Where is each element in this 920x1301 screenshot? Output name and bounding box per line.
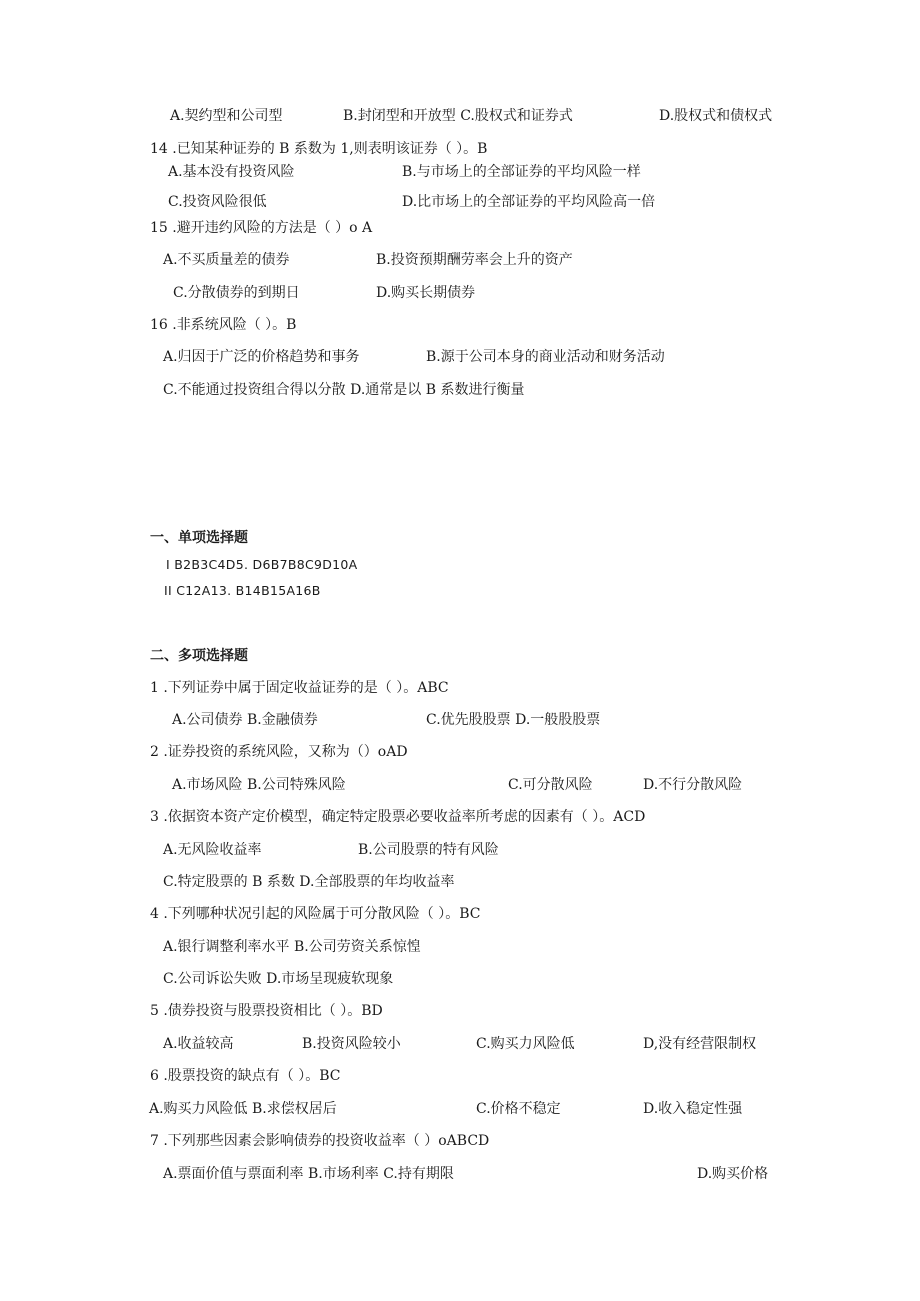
q13-option-bc: B.封闭型和开放型 C.股权式和证券式 [343, 108, 573, 124]
q15-option-b: B.投资预期酬劳率会上升的资产 [376, 252, 573, 268]
answer-section-heading: 一、单项选择题 [150, 530, 248, 546]
mq6-option-ab: A.购买力风险低 B.求偿权居后 [149, 1101, 337, 1117]
mq7-option-abc: A.票面价值与票面利率 B.市场利率 C.持有期限 [163, 1166, 454, 1182]
answer-line-2: II C12A13. B14B15A16B [164, 583, 321, 598]
mq2-option-c: C.可分散风险 [508, 777, 593, 793]
mq3-option-cd: C.特定股票的 B 系数 D.全部股票的年均收益率 [163, 874, 455, 890]
mq6-stem: 6 .股票投资的缺点有（ ）。BC [150, 1068, 341, 1084]
mq1-stem: 1 .下列证券中属于固定收益证券的是（ ）。ABC [150, 680, 449, 696]
mq6-option-d: D.收入稳定性强 [643, 1101, 743, 1117]
mq7-option-d: D.购买价格 [697, 1166, 769, 1182]
mq1-option-ab: A.公司债券 B.金融债券 [172, 712, 318, 728]
q15-stem: 15 .避开违约风险的方法是（ ）o A [150, 220, 373, 236]
multi-choice-heading: 二、多项选择题 [150, 648, 248, 664]
q15-option-d: D.购买长期债券 [376, 285, 476, 301]
mq5-option-a: A.收益较高 [163, 1036, 234, 1052]
mq4-option-ab: A.银行调整利率水平 B.公司劳资关系惊惶 [163, 939, 421, 955]
mq7-stem: 7 .下列那些因素会影响债券的投资收益率（ ）oABCD [150, 1133, 490, 1149]
q16-option-b: B.源于公司本身的商业活动和财务活动 [426, 349, 665, 365]
mq5-option-d: D,没有经营限制权 [643, 1036, 757, 1052]
q15-option-c: C.分散债券的到期日 [173, 285, 300, 301]
q16-option-a: A.归因于广泛的价格趋势和事务 [163, 349, 360, 365]
mq5-option-b: B.投资风险较小 [302, 1036, 401, 1052]
q14-stem: 14 .已知某种证券的 B 系数为 1,则表明该证券（ ）。B [150, 141, 488, 157]
q14-option-a: A.基本没有投资风险 [168, 164, 295, 180]
answer-line-1: I B2B3C4D5. D6B7B8C9D10A [166, 557, 358, 572]
mq2-option-ab: A.市场风险 B.公司特殊风险 [172, 777, 346, 793]
mq5-option-c: C.购买力风险低 [476, 1036, 575, 1052]
q14-option-b: B.与市场上的全部证券的平均风险一样 [402, 164, 641, 180]
q16-option-cd: C.不能通过投资组合得以分散 D.通常是以 B 系数进行衡量 [163, 382, 525, 398]
q14-option-c: C.投资风险很低 [168, 194, 267, 210]
q14-option-d: D.比市场上的全部证券的平均风险高一倍 [402, 194, 656, 210]
q13-option-d: D.股权式和债权式 [659, 108, 773, 124]
mq1-option-cd: C.优先股股票 D.一般股股票 [426, 712, 601, 728]
q16-stem: 16 .非系统风险（ ）。B [150, 317, 297, 333]
mq2-stem: 2 .证券投资的系统风险，又称为（）oAD [150, 744, 408, 760]
mq2-option-d: D.不行分散风险 [643, 777, 743, 793]
q15-option-a: A.不买质量差的债券 [163, 252, 290, 268]
mq3-option-a: A.无风险收益率 [163, 842, 262, 858]
mq4-stem: 4 .下列哪种状况引起的风险属于可分散风险（ ）。BC [150, 906, 481, 922]
q13-option-a: A.契约型和公司型 [170, 108, 283, 124]
mq5-stem: 5 .债券投资与股票投资相比（ ）。BD [150, 1003, 383, 1019]
mq3-option-b: B.公司股票的特有风险 [358, 842, 499, 858]
mq3-stem: 3 .依据资本资产定价模型，确定特定股票必要收益率所考虑的因素有（ ）。ACD [150, 809, 646, 825]
mq6-option-c: C.价格不稳定 [476, 1101, 561, 1117]
mq4-option-cd: C.公司诉讼失败 D.市场呈现疲软现象 [163, 971, 394, 987]
